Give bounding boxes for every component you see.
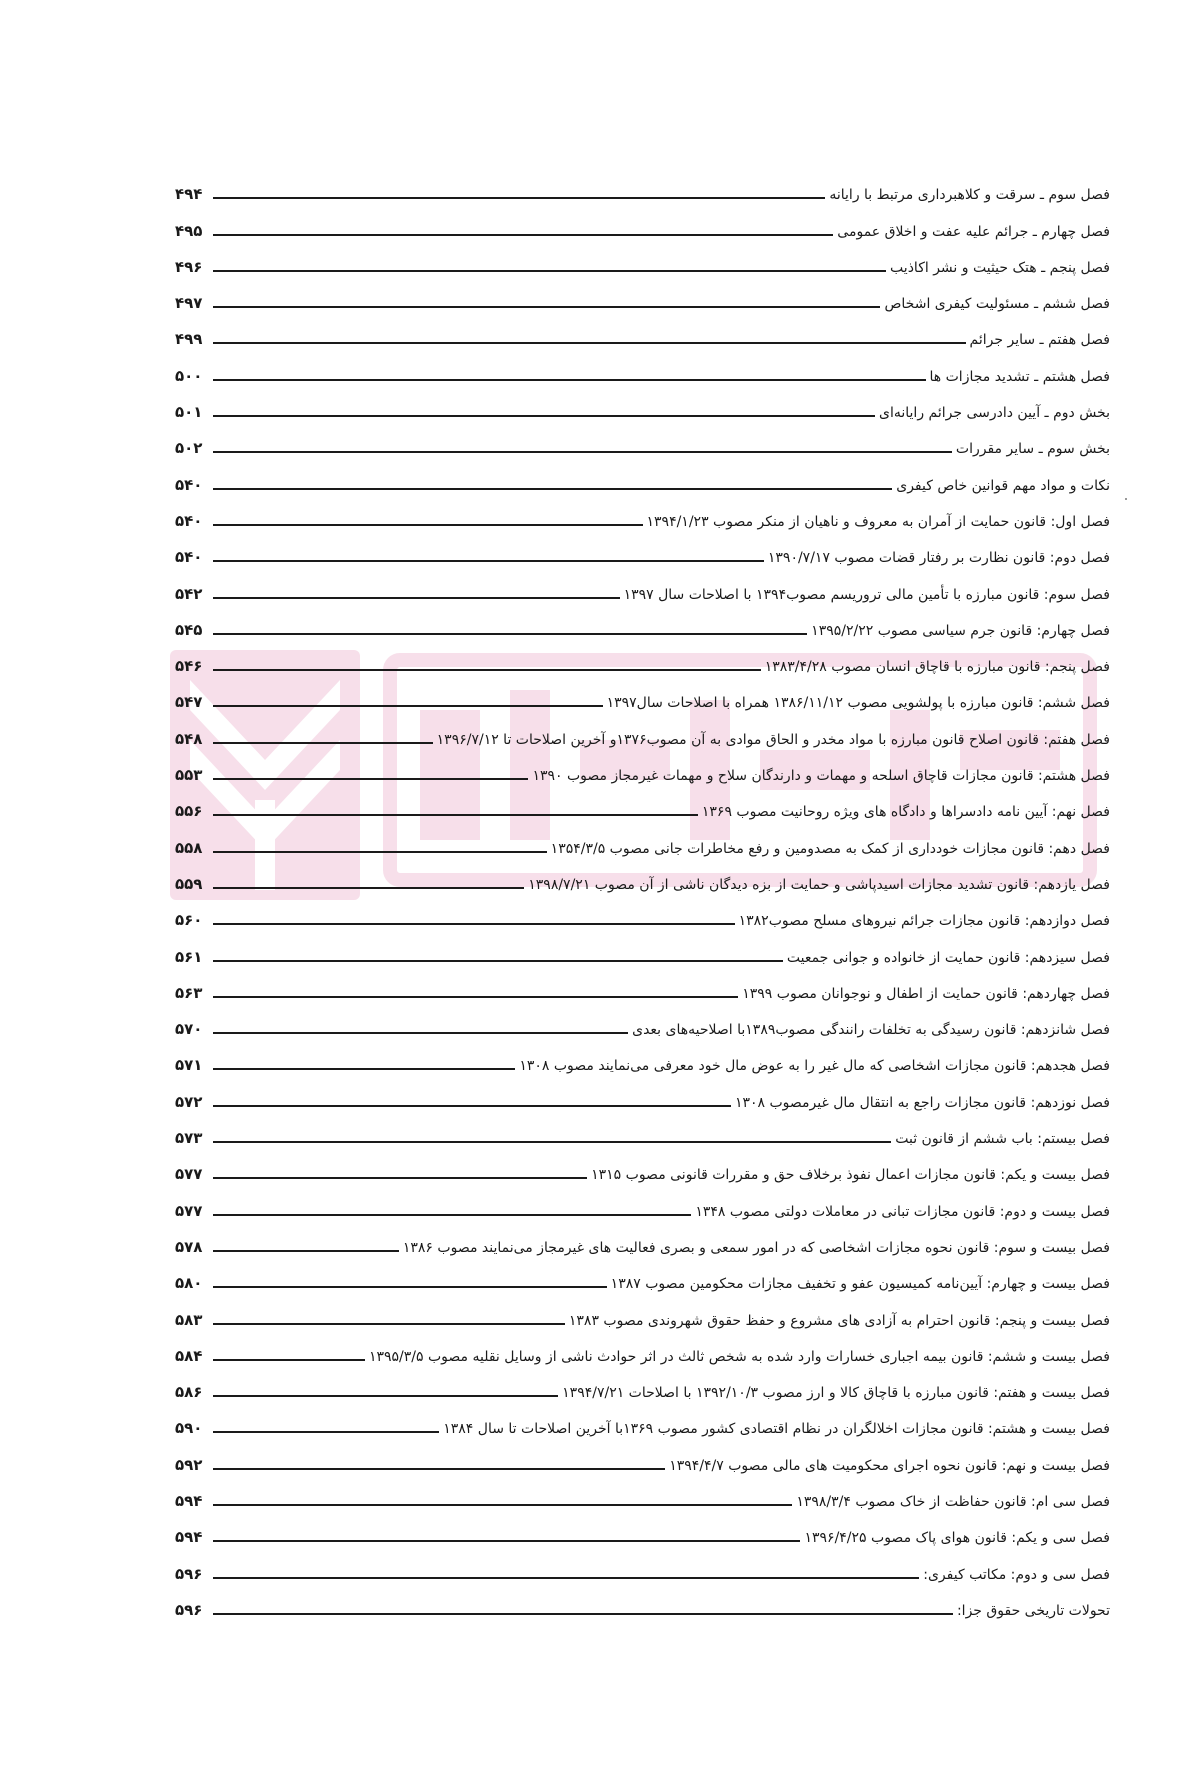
toc-entry-title: فصل ششم: قانون مبارزه با پولشویی مصوب ۱۳۸۶/۱۱/۱۲ همراه با اصلاحات سال۱۳۹۷ xyxy=(606,695,1110,712)
toc-entry-title: بخش دوم ـ آیین دادرسی جرائم رایانه‌ای xyxy=(879,405,1110,422)
toc-entry-title: فصل چهارم: قانون جرم سیاسی مصوب ۱۳۹۵/۲/۲۲ xyxy=(811,622,1110,639)
toc-entry-title: فصل سی و دوم: مکاتب کیفری: xyxy=(923,1566,1110,1583)
toc-entry-title: فصل هشتم: قانون مجازات قاچاق اسلحه و مهمات و دارندگان سلاح و مهمات غیرمجاز مصوب ۱۳۹۰ xyxy=(532,768,1110,785)
toc-entry xyxy=(175,1259,1110,1295)
toc-entry xyxy=(175,1077,1110,1113)
toc-leader-line xyxy=(213,379,926,381)
toc-entry xyxy=(175,787,1110,823)
toc-page-number: ۴۹۶ xyxy=(175,257,203,276)
toc-entry xyxy=(175,1150,1110,1186)
toc-leader-line xyxy=(213,1177,587,1179)
toc-entry-title: فصل شانزدهم: قانون رسیدگی به تخلفات رانندگی مصوب۱۳۸۹با اصلاحیه‌های بعدی xyxy=(632,1022,1110,1039)
toc-entry xyxy=(175,206,1110,242)
toc-leader-line xyxy=(213,415,875,417)
toc-entry xyxy=(175,932,1110,968)
toc-entry-title: فصل یازدهم: قانون تشدید مجازات اسیدپاشی و حمایت از بزه دیدگان ناشی از آن مصوب ۱۳۹۸/۷/۲۱ xyxy=(528,876,1110,893)
toc-page-number: ۵۴۰ xyxy=(175,475,203,494)
toc-entry-title: فصل سوم: قانون مبارزه با تأمین مالی تروریسم مصوب۱۳۹۴ با اصلاحات سال ۱۳۹۷ xyxy=(623,586,1110,603)
toc-page-number: ۵۹۴ xyxy=(175,1528,203,1547)
toc-leader-line xyxy=(213,1286,607,1288)
toc-leader-line xyxy=(213,1250,399,1252)
toc-entry-title: نکات و مواد مهم قوانین خاص کیفری xyxy=(896,477,1110,494)
toc-entry xyxy=(175,1440,1110,1476)
toc-entry xyxy=(175,1368,1110,1404)
toc-leader-line xyxy=(213,197,825,199)
toc-page-number: ۵۸۶ xyxy=(175,1383,203,1402)
toc-page-number: ۵۷۳ xyxy=(175,1129,203,1148)
toc-page-number: ۵۷۷ xyxy=(175,1201,203,1220)
toc-entry-title: فصل بیست و هفتم: قانون مبارزه با قاچاق کالا و ارز مصوب ۱۳۹۲/۱۰/۳ با اصلاحات ۱۳۹۴/۷/۲۱ xyxy=(562,1385,1110,1402)
toc-leader-line xyxy=(213,1504,792,1506)
toc-leader-line xyxy=(213,814,698,816)
toc-leader-line xyxy=(213,1577,919,1579)
toc-entry xyxy=(175,243,1110,279)
toc-page-number: ۵۶۱ xyxy=(175,947,203,966)
toc-leader-line xyxy=(213,705,603,707)
toc-entry-title: فصل بیست و سوم: قانون نحوه مجازات اشخاصی که در امور سمعی و بصری فعالیت های غیرمجاز می‌نمایند مصوب ۱۳۸۶ xyxy=(402,1239,1110,1256)
toc-page-number: ۵۷۲ xyxy=(175,1092,203,1111)
toc-entry xyxy=(175,714,1110,750)
toc-page-number: ۵۶۳ xyxy=(175,983,203,1002)
toc-page-number: ۵۹۶ xyxy=(175,1600,203,1619)
toc-page-number: ۵۸۰ xyxy=(175,1274,203,1293)
toc-entry-title: فصل هفتم: قانون اصلاح قانون مبارزه با مواد مخدر و الحاق موادی به آن مصوب۱۳۷۶و آخرین اصلاحات تا ۱۳۹۶/۷/۱۲ xyxy=(436,731,1110,748)
toc-page-number: ۵۷۷ xyxy=(175,1165,203,1184)
toc-page-number: ۵۸۳ xyxy=(175,1310,203,1329)
toc-entry-title: فصل دهم: قانون مجازات خودداری از کمک به مصدومین و رفع مخاطرات جانی مصوب ۱۳۵۴/۳/۵ xyxy=(550,840,1110,857)
toc-entry xyxy=(175,279,1110,315)
toc-leader-line xyxy=(213,1105,731,1107)
toc-page-number: ۵۰۰ xyxy=(175,366,203,385)
toc-entry xyxy=(175,1332,1110,1368)
toc-leader-line xyxy=(213,1613,953,1615)
toc-entry-title: فصل پنجم: قانون مبارزه با قاچاق انسان مصوب ۱۳۸۳/۴/۲۸ xyxy=(764,659,1110,676)
toc-leader-line xyxy=(213,742,433,744)
toc-leader-line xyxy=(213,270,886,272)
toc-entry-title: فصل سی ام: قانون حفاظت از خاک مصوب ۱۳۹۸/۳/۴ xyxy=(796,1493,1110,1510)
toc-entry xyxy=(175,751,1110,787)
toc-page-number: ۵۰۱ xyxy=(175,403,203,422)
toc-entry xyxy=(175,823,1110,859)
toc-entry-title: فصل نوزدهم: قانون مجازات راجع به انتقال مال غیرمصوب ۱۳۰۸ xyxy=(734,1094,1110,1111)
toc-page-number: ۴۹۵ xyxy=(175,221,203,240)
toc-leader-line xyxy=(213,306,880,308)
toc-entry xyxy=(175,1295,1110,1331)
toc-entry-title: فصل بیست و پنجم: قانون احترام به آزادی های مشروع و حفظ حقوق شهروندی مصوب ۱۳۸۳ xyxy=(568,1312,1110,1329)
toc-page-number: ۵۸۴ xyxy=(175,1346,203,1365)
toc-entry xyxy=(175,315,1110,351)
toc-leader-line xyxy=(213,1431,439,1433)
toc-page-number: ۵۷۱ xyxy=(175,1056,203,1075)
toc-page-number: ۵۴۸ xyxy=(175,729,203,748)
toc-page-number: ۵۵۹ xyxy=(175,874,203,893)
toc-page-number: ۵۴۰ xyxy=(175,511,203,530)
toc-entry-title: فصل هشتم ـ تشدید مجازات ها xyxy=(929,368,1110,385)
toc-entry-title: فصل چهاردهم: قانون حمایت از اطفال و نوجوانان مصوب ۱۳۹۹ xyxy=(742,985,1110,1002)
toc-entry xyxy=(175,969,1110,1005)
toc-entry-title: فصل نهم: آیین نامه دادسراها و دادگاه های ویژه روحانیت مصوب ۱۳۶۹ xyxy=(701,804,1110,821)
toc-page-number: ۴۹۹ xyxy=(175,330,203,349)
toc-entry xyxy=(175,678,1110,714)
toc-entry-title: فصل هفتم ـ سایر جرائم xyxy=(969,332,1110,349)
toc-entry xyxy=(175,533,1110,569)
toc-entry-title: فصل سوم ـ سرقت و کلاهبرداری مرتبط با رایانه xyxy=(829,187,1110,204)
toc-entry xyxy=(175,1223,1110,1259)
scan-speck xyxy=(1125,498,1127,500)
toc-entry-title: فصل بیست و نهم: قانون نحوه اجرای محکومیت های مالی مصوب ۱۳۹۴/۴/۷ xyxy=(669,1457,1110,1474)
toc-entry xyxy=(175,1114,1110,1150)
toc-entry xyxy=(175,1586,1110,1622)
toc-page-number: ۵۵۸ xyxy=(175,838,203,857)
toc-entry-title: فصل بیست و ششم: قانون بیمه اجباری خسارات وارد شده به شخص ثالث در اثر حوادث ناشی از وسایل نقلیه مصوب ۱۳۹۵/۳/۵ xyxy=(368,1348,1110,1365)
toc-entry xyxy=(175,1513,1110,1549)
toc-entry xyxy=(175,460,1110,496)
toc-leader-line xyxy=(213,1141,891,1143)
toc-entry-title: فصل دوم: قانون نظارت بر رفتار قضات مصوب ۱۳۹۰/۷/۱۷ xyxy=(767,550,1110,567)
toc-entry-title: تحولات تاریخی حقوق جزا: xyxy=(956,1602,1110,1619)
toc-page-number: ۵۷۸ xyxy=(175,1237,203,1256)
toc-entry-title: فصل ششم ـ مسئولیت کیفری اشخاص xyxy=(884,296,1110,313)
toc-entry-title: فصل بیست و چهارم: آیین‌نامه کمیسیون عفو و تخفیف مجازات محکومین مصوب ۱۳۸۷ xyxy=(610,1276,1110,1293)
toc-entry xyxy=(175,642,1110,678)
toc-entry-title: فصل سی و یکم: قانون هوای پاک مصوب ۱۳۹۶/۴/۲۵ xyxy=(804,1530,1110,1547)
toc-page-number: ۵۶۰ xyxy=(175,911,203,930)
toc-leader-line xyxy=(213,1468,665,1470)
toc-entry xyxy=(175,606,1110,642)
toc-leader-line xyxy=(213,1068,515,1070)
toc-entry-title: فصل بیست و دوم: قانون مجازات تبانی در معاملات دولتی مصوب ۱۳۴۸ xyxy=(695,1203,1110,1220)
toc-entry-title: فصل دوازدهم: قانون مجازات جرائم نیروهای مسلح مصوب۱۳۸۲ xyxy=(738,913,1110,930)
toc-entry xyxy=(175,1477,1110,1513)
toc-page-number: ۵۴۶ xyxy=(175,657,203,676)
toc-page-number: ۵۰۲ xyxy=(175,439,203,458)
toc-entry-title: فصل بیستم: باب ششم از قانون ثبت xyxy=(895,1131,1110,1148)
toc-leader-line xyxy=(213,887,524,889)
toc-entry xyxy=(175,1041,1110,1077)
toc-entry-title: فصل بیست و یکم: قانون مجازات اعمال نفوذ برخلاف حق و مقررات قانونی مصوب ۱۳۱۵ xyxy=(591,1167,1110,1184)
toc-entry xyxy=(175,569,1110,605)
toc-page-number: ۵۹۶ xyxy=(175,1564,203,1583)
toc-entry-title: فصل پنجم ـ هتک حیثیت و نشر اکاذیب xyxy=(890,259,1110,276)
toc-page-number: ۵۹۲ xyxy=(175,1455,203,1474)
toc-leader-line xyxy=(213,597,620,599)
toc-entry-title: فصل هجدهم: قانون مجازات اشخاصی که مال غیر را به عوض مال خود معرفی می‌نمایند مصوب ۱۳۰۸ xyxy=(519,1058,1110,1075)
table-of-contents xyxy=(175,170,1110,1622)
toc-entry-title: فصل اول: قانون حمایت از آمران به معروف و ناهیان از منکر مصوب ۱۳۹۴/۱/۲۳ xyxy=(646,513,1110,530)
toc-entry xyxy=(175,351,1110,387)
toc-page-number: ۵۵۶ xyxy=(175,802,203,821)
toc-leader-line xyxy=(213,1395,558,1397)
toc-entry-title: فصل سیزدهم: قانون حمایت از خانواده و جوانی جمعیت xyxy=(786,949,1110,966)
toc-page-number: ۵۹۴ xyxy=(175,1491,203,1510)
toc-entry xyxy=(175,1404,1110,1440)
toc-page-number: ۵۴۷ xyxy=(175,693,203,712)
toc-entry xyxy=(175,1549,1110,1585)
toc-page-number: ۵۷۰ xyxy=(175,1020,203,1039)
toc-leader-line xyxy=(213,960,783,962)
toc-leader-line xyxy=(213,560,764,562)
toc-leader-line xyxy=(213,633,807,635)
toc-page-number: ۵۴۲ xyxy=(175,584,203,603)
toc-page-number: ۴۹۷ xyxy=(175,294,203,313)
toc-entry-title: فصل بیست و هشتم: قانون مجازات اخلالگران در نظام اقتصادی کشور مصوب ۱۳۶۹با آخرین اصلاحات تا سال ۱۳۸۴ xyxy=(443,1421,1110,1438)
toc-leader-line xyxy=(213,1359,365,1361)
toc-leader-line xyxy=(213,923,735,925)
toc-entry xyxy=(175,896,1110,932)
toc-leader-line xyxy=(213,1540,800,1542)
toc-leader-line xyxy=(213,451,952,453)
toc-leader-line xyxy=(213,342,966,344)
toc-entry-title: بخش سوم ـ سایر مقررات xyxy=(955,441,1110,458)
toc-leader-line xyxy=(213,488,892,490)
toc-leader-line xyxy=(213,778,528,780)
toc-entry-title: فصل چهارم ـ جرائم علیه عفت و اخلاق عمومی xyxy=(837,223,1110,240)
toc-leader-line xyxy=(213,1214,691,1216)
toc-page-number: ۵۴۰ xyxy=(175,548,203,567)
toc-entry xyxy=(175,1186,1110,1222)
toc-entry xyxy=(175,424,1110,460)
toc-page-number: ۴۹۴ xyxy=(175,185,203,204)
toc-entry xyxy=(175,1005,1110,1041)
toc-entry xyxy=(175,170,1110,206)
toc-page-number: ۵۴۵ xyxy=(175,620,203,639)
toc-leader-line xyxy=(213,1032,628,1034)
toc-entry xyxy=(175,388,1110,424)
toc-page-number: ۵۵۳ xyxy=(175,766,203,785)
toc-leader-line xyxy=(213,1323,565,1325)
toc-leader-line xyxy=(213,524,643,526)
toc-leader-line xyxy=(213,996,738,998)
toc-leader-line xyxy=(213,234,833,236)
toc-entry xyxy=(175,860,1110,896)
toc-leader-line xyxy=(213,669,761,671)
toc-leader-line xyxy=(213,851,547,853)
toc-page-number: ۵۹۰ xyxy=(175,1419,203,1438)
toc-entry xyxy=(175,497,1110,533)
